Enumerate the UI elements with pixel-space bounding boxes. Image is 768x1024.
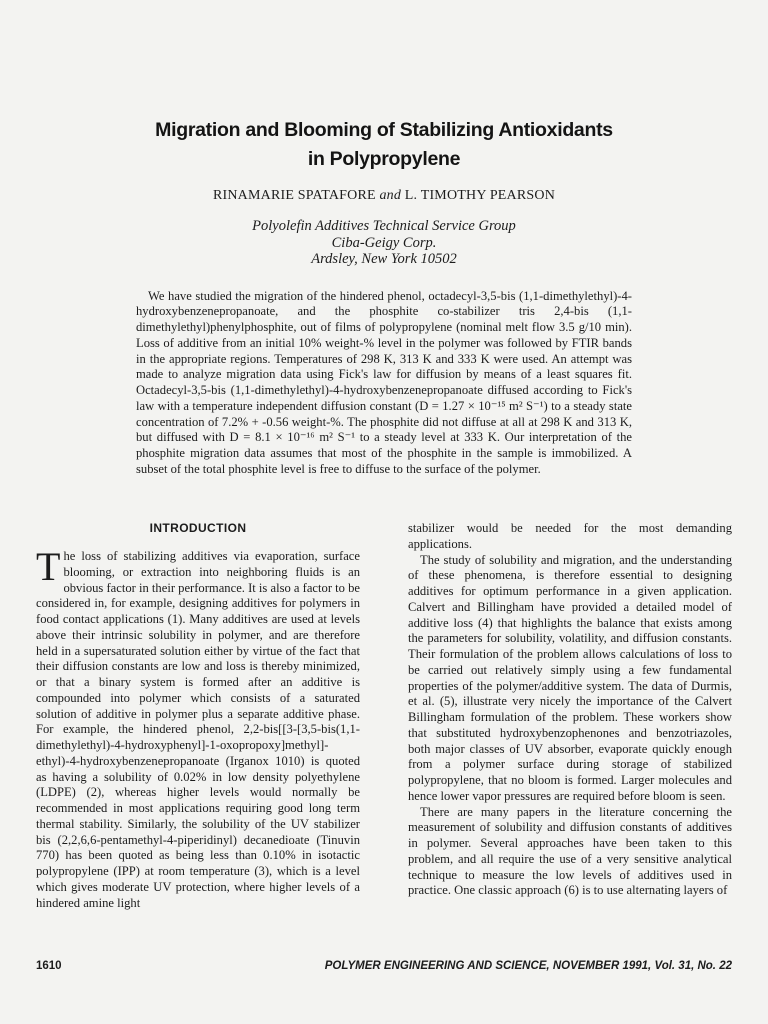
paper-title	[0, 116, 768, 174]
journal-citation: POLYMER ENGINEERING AND SCIENCE, NOVEMBER 1991, Vol. 31, No. 22	[324, 960, 732, 972]
intro-paragraph-1	[36, 544, 360, 911]
affiliation-line-2: Ciba-Geigy Corp.	[331, 234, 437, 251]
intro-paragraph-continued: stabilizer would be needed for the most demanding applications.	[408, 521, 732, 551]
author-2: L. TIMOTHY PEARSON	[404, 188, 556, 203]
drop-cap: T	[36, 544, 61, 589]
intro-paragraph-1-text: he loss of stabilizing additives via evaporation, surface blooming, or extraction into neighboring fluids is an obvious factor in their performance. It is also a factor to be considered in, for example, designing additives for polymers in food contact applications (1). Many additives are used at levels above their intrinsic solubility in polymer, and are therefore held in a supersaturated solution either by virtue of the fact that their diffusion constants are low and loss is thereby minimized, or that a binary system is formed after an additive is compounded into polymer which consists of a saturated solution of additive in polymer plus a separate additive phase. For example, the hindered phenol, 2,2-bis[[3-[3,5-bis(1,1-dimethylethyl)-4-hydroxyphenyl]-1-oxopropoxy]methyl]-ethyl)-4-hydroxybenzenepropanoate (Irganox 1010) is quoted as having a solubility of 0.02% in low density polyethylene (LDPE) (2), whereas higher levels would normally be recommended in most applications requiring good long term thermal stability. Similarly, the solubility of the UV stabilizer bis (2,2,6,6-pentamethyl-4-piperidinyl) decanedioate (Tinuvin 770) has been quoted as being less than 0.10% in isotactic polypropylene (IPP) at room temperature (3), which is a level which gives moderate UV protection, where higher levels of a hindered amine light	[36, 549, 360, 910]
right-column	[408, 521, 732, 899]
abstract: We have studied the migration of the hindered phenol, octadecyl-3,5-bis (1,1-dimethylethyl)-4-hydroxybenzenepropanoate, and the phosphite co-stabilizer tris 2,4-bis (1,1-dimethylethyl)phenylphosphite, out of films of polypropylene (nominal melt flow 3.5 g/10 min). Loss of additive from an initial 10% weight-% level in the polymer was followed by FTIR bands in the appropriate regions. Temperatures of 298 K, 313 K and 333 K were used. An attempt was made to analyze migration data using Fick's law for diffusion by means of a least squares fit. Octadecyl-3,5-bis (1,1-dimethylethyl)-4-hydroxybenzenepropanoate diffused according to Fick's law with a temperature independent diffusion constant (D = 1.27 × 10⁻¹⁵ m² S⁻¹) to a steady state concentration of 7.2% + -0.56 weight-%. The phosphite did not diffuse at all at 298 K and 313 K, but diffused with D = 8.1 × 10⁻¹⁶ m² S⁻¹ to a steady level at 333 K. Our interpretation of the phosphite migration data assumes that most of the phosphite in the sample is immobilized. A subset of the total phosphite level is free to diffuse to the surface of the polymer.	[136, 288, 632, 476]
affiliation	[0, 218, 768, 268]
author-1: RINAMARIE SPATAFORE	[212, 188, 376, 203]
section-heading-introduction: INTRODUCTION	[149, 521, 247, 535]
page-number: 1610	[36, 960, 62, 972]
affiliation-line-3: Ardsley, New York 10502	[311, 251, 457, 267]
author-conjunction: and	[379, 188, 402, 203]
intro-paragraph-2: The study of solubility and migration, and the understanding of these phenomena, is therefore essential to designing additives for optimum performance in a given application. Calvert and Billingham have provided a detailed model of additive loss (4) that highlights the balance that exists among the parameters for solubility, volatility, and diffusion constants. Their formulation of the problem allows calculations of loss to be carried out relatively simply using a few fundamental properties of the polymer/additive system. The data of Durmis, et al. (5), illustrate very nicely the importance of the Calvert Billingham formulation of the problem. These workers show that substituted hydroxybenzophenones and benzotriazoles, both major classes of UV absorber, evaporate quickly enough from a polymer surface during storage of stabilized polypropylene, that no bloom is formed. Larger molecules and hence lower vapor pressures are required before bloom is seen.	[408, 552, 732, 803]
left-column	[36, 521, 360, 911]
affiliation-line-1: Polyolefin Additives Technical Service Group	[252, 218, 516, 234]
title-line-2: in Polypropylene	[307, 148, 461, 170]
intro-paragraph-3: There are many papers in the literature concerning the measurement of solubility and diffusion constants of additives in polymer. Several approaches have been taken to this problem, and all require the use of a very sensitive analytical technique to measure the low levels of additives used in practice. One classic approach (6) is to use alternating layers of	[408, 804, 732, 898]
author-line	[0, 188, 768, 204]
title-line-1: Migration and Blooming of Stabilizing Antioxidants	[155, 119, 613, 141]
